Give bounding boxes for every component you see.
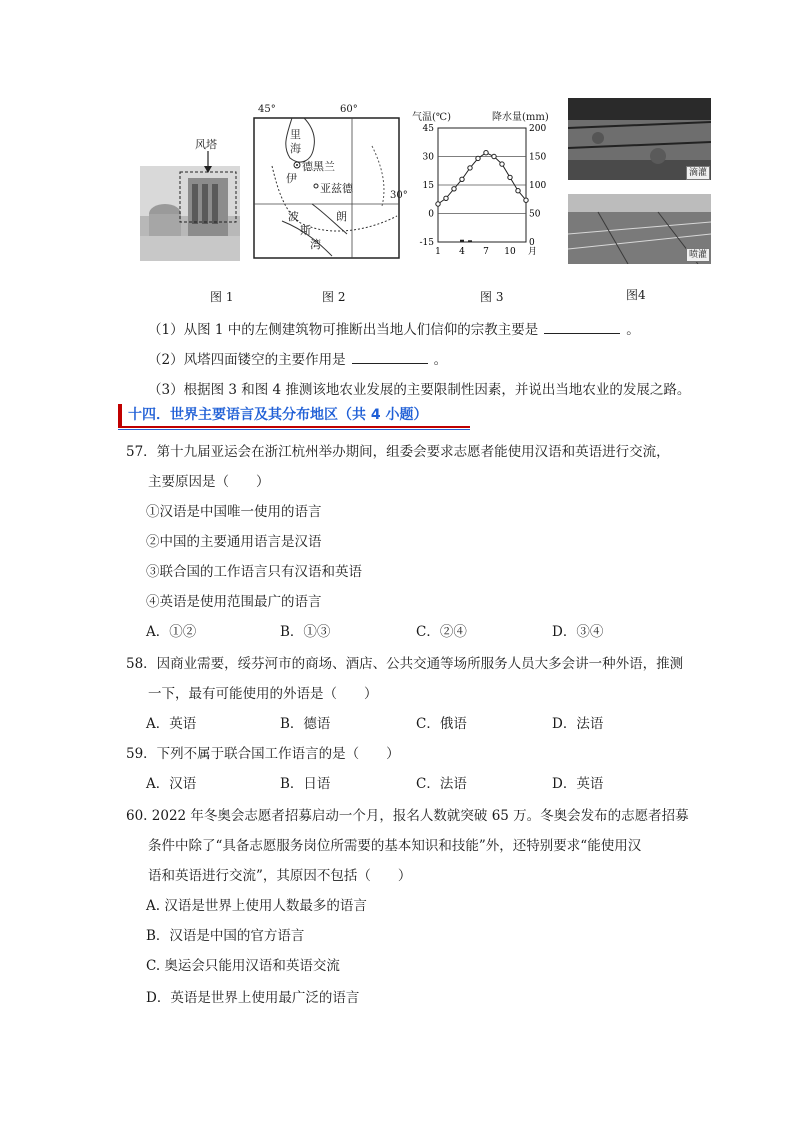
q60-option-c[interactable]: C. 奥运会只能用汉语和英语交流 bbox=[146, 958, 340, 974]
fig2-label-hai: 海 bbox=[290, 142, 301, 155]
fig2-caption: 图 2 bbox=[322, 290, 346, 304]
fig3-caption: 图 3 bbox=[480, 290, 504, 304]
q57-item1: ①汉语是中国唯一使用的语言 bbox=[146, 504, 322, 520]
temperature-point bbox=[444, 196, 448, 200]
fig1-caption: 图 1 bbox=[210, 290, 234, 304]
q60-line3: 语和英语进行交流”，其原因不包括（ ） bbox=[148, 868, 412, 884]
temperature-point bbox=[460, 177, 464, 181]
q59-option-c[interactable]: C．法语 bbox=[416, 776, 467, 792]
y-tick-label: 45 bbox=[422, 124, 434, 134]
section-title: 十四．世界主要语言及其分布地区（共 4 小题） bbox=[128, 407, 428, 423]
q57-item4: ④英语是使用范围最广的语言 bbox=[146, 594, 322, 610]
fig2-label-si: 斯 bbox=[300, 224, 311, 237]
answer-blank-1[interactable] bbox=[544, 319, 620, 334]
q58-option-d[interactable]: D．法语 bbox=[552, 716, 604, 732]
q58-line1: 58．因商业需要，绥芬河市的商场、酒店、公共交通等场所服务人员大多会讲一种外语，推测 bbox=[126, 656, 684, 672]
x-tick-label: 1 bbox=[435, 247, 441, 257]
temperature-point bbox=[516, 189, 520, 193]
q60-option-d[interactable]: D．英语是世界上使用最广泛的语言 bbox=[146, 990, 360, 1006]
y-tick-label: -15 bbox=[419, 238, 434, 248]
precipitation-bar bbox=[468, 240, 472, 242]
fig3-right-axis-title: 降水量(mm) bbox=[492, 112, 549, 123]
period-2: 。 bbox=[433, 352, 448, 368]
temperature-point bbox=[492, 154, 496, 158]
fig4-sprinkler-label: 喷灌 bbox=[686, 248, 710, 262]
temperature-point bbox=[524, 198, 528, 202]
y2-tick-label: 100 bbox=[529, 181, 547, 191]
q59-line1: 59．下列不属于联合国工作语言的是（ ） bbox=[126, 746, 400, 762]
q60-option-b[interactable]: B．汉语是中国的官方语言 bbox=[146, 928, 305, 944]
fig2-lon-60: 60° bbox=[340, 104, 358, 115]
y2-tick-label: 0 bbox=[529, 238, 535, 248]
precipitation-bar bbox=[460, 240, 464, 242]
q57-option-a[interactable]: A．①② bbox=[146, 624, 197, 640]
prev-question-part1-text: （1）从图 1 中的左侧建筑物可推断出当地人们信仰的宗教主要是 bbox=[148, 322, 539, 338]
q58-option-a[interactable]: A．英语 bbox=[146, 716, 197, 732]
q58-option-c[interactable]: C．俄语 bbox=[416, 716, 467, 732]
temperature-point bbox=[508, 175, 512, 179]
q59-option-d[interactable]: D．英语 bbox=[552, 776, 604, 792]
fig2-label-bo: 波 bbox=[288, 210, 299, 223]
prev-question-part1 bbox=[148, 318, 640, 338]
q58-option-b[interactable]: B．德语 bbox=[280, 716, 331, 732]
x-axis-unit: 月 bbox=[528, 247, 538, 257]
fig2-label-yazd: 亚兹德 bbox=[320, 182, 353, 195]
q60-line1: 60. 2022 年冬奥会志愿者招募启动一个月，报名人数就突破 65 万。冬奥会发布的志愿者招募 bbox=[126, 808, 689, 824]
fig3-left-axis-title: 气温(℃) bbox=[412, 112, 451, 123]
section-underline-blue bbox=[118, 429, 470, 430]
temperature-point bbox=[484, 151, 488, 155]
fig2-label-yi: 伊 bbox=[286, 172, 297, 185]
fig4-caption: 图4 bbox=[626, 288, 646, 302]
x-tick-label: 7 bbox=[483, 247, 489, 257]
fig1-wind-tower-photo bbox=[140, 96, 250, 266]
y-tick-label: 0 bbox=[428, 209, 434, 220]
fig1-wind-tower-label: 风塔 bbox=[195, 138, 217, 151]
q57-line2: 主要原因是（ ） bbox=[148, 474, 270, 490]
fig3-climate-chart bbox=[408, 122, 558, 268]
fig2-label-li: 里 bbox=[290, 128, 301, 141]
fig2-label-wan: 湾 bbox=[310, 238, 321, 251]
q57-option-c[interactable]: C．②④ bbox=[416, 624, 467, 640]
prev-question-part2-text: （2）风塔四面镂空的主要作用是 bbox=[148, 352, 346, 368]
section-underline-red bbox=[118, 426, 470, 428]
y2-tick-label: 50 bbox=[529, 209, 541, 220]
section-marker bbox=[118, 404, 122, 426]
temperature-point bbox=[468, 166, 472, 170]
fig2-label-tehran: 德黑兰 bbox=[302, 160, 335, 173]
fig2-lat-30: 30° bbox=[390, 190, 408, 201]
y-tick-label: 30 bbox=[422, 152, 434, 163]
prev-question-part2 bbox=[148, 348, 447, 368]
temperature-point bbox=[476, 156, 480, 160]
y-tick-label: 15 bbox=[422, 181, 434, 191]
x-tick-label: 10 bbox=[504, 247, 516, 257]
fig2-label-lang: 朗 bbox=[336, 210, 347, 223]
period-1: 。 bbox=[626, 322, 640, 338]
q58-line2: 一下，最有可能使用的外语是（ ） bbox=[148, 686, 378, 702]
temperature-point bbox=[436, 202, 440, 206]
q59-option-a[interactable]: A．汉语 bbox=[146, 776, 197, 792]
fig2-lon-45: 45° bbox=[258, 104, 276, 115]
temperature-point bbox=[452, 187, 456, 191]
q57-line1: 57．第十九届亚运会在浙江杭州举办期间，组委会要求志愿者能使用汉语和英语进行交流， bbox=[126, 444, 670, 460]
temperature-line bbox=[438, 153, 526, 204]
q57-item3: ③联合国的工作语言只有汉语和英语 bbox=[146, 564, 362, 580]
q60-line2: 条件中除了“具备志愿服务岗位所需要的基本知识和技能”外，还特别要求“能使用汉 bbox=[148, 838, 642, 854]
q57-option-b[interactable]: B．①③ bbox=[280, 624, 331, 640]
x-tick-label: 4 bbox=[459, 247, 465, 257]
figures-panel bbox=[140, 96, 712, 306]
fig4-drip-label: 滴灌 bbox=[686, 166, 710, 180]
q57-item2: ②中国的主要通用语言是汉语 bbox=[146, 534, 322, 550]
y2-tick-label: 150 bbox=[529, 152, 547, 163]
temperature-point bbox=[500, 162, 504, 166]
q57-option-d[interactable]: D．③④ bbox=[552, 624, 604, 640]
prev-question-part3: （3）根据图 3 和图 4 推测该地农业发展的主要限制性因素，并说出当地农业的发展之路。 bbox=[148, 382, 691, 398]
y2-tick-label: 200 bbox=[529, 124, 547, 134]
q59-option-b[interactable]: B．日语 bbox=[280, 776, 331, 792]
answer-blank-2[interactable] bbox=[352, 349, 428, 364]
q60-option-a[interactable]: A. 汉语是世界上使用人数最多的语言 bbox=[146, 898, 367, 914]
